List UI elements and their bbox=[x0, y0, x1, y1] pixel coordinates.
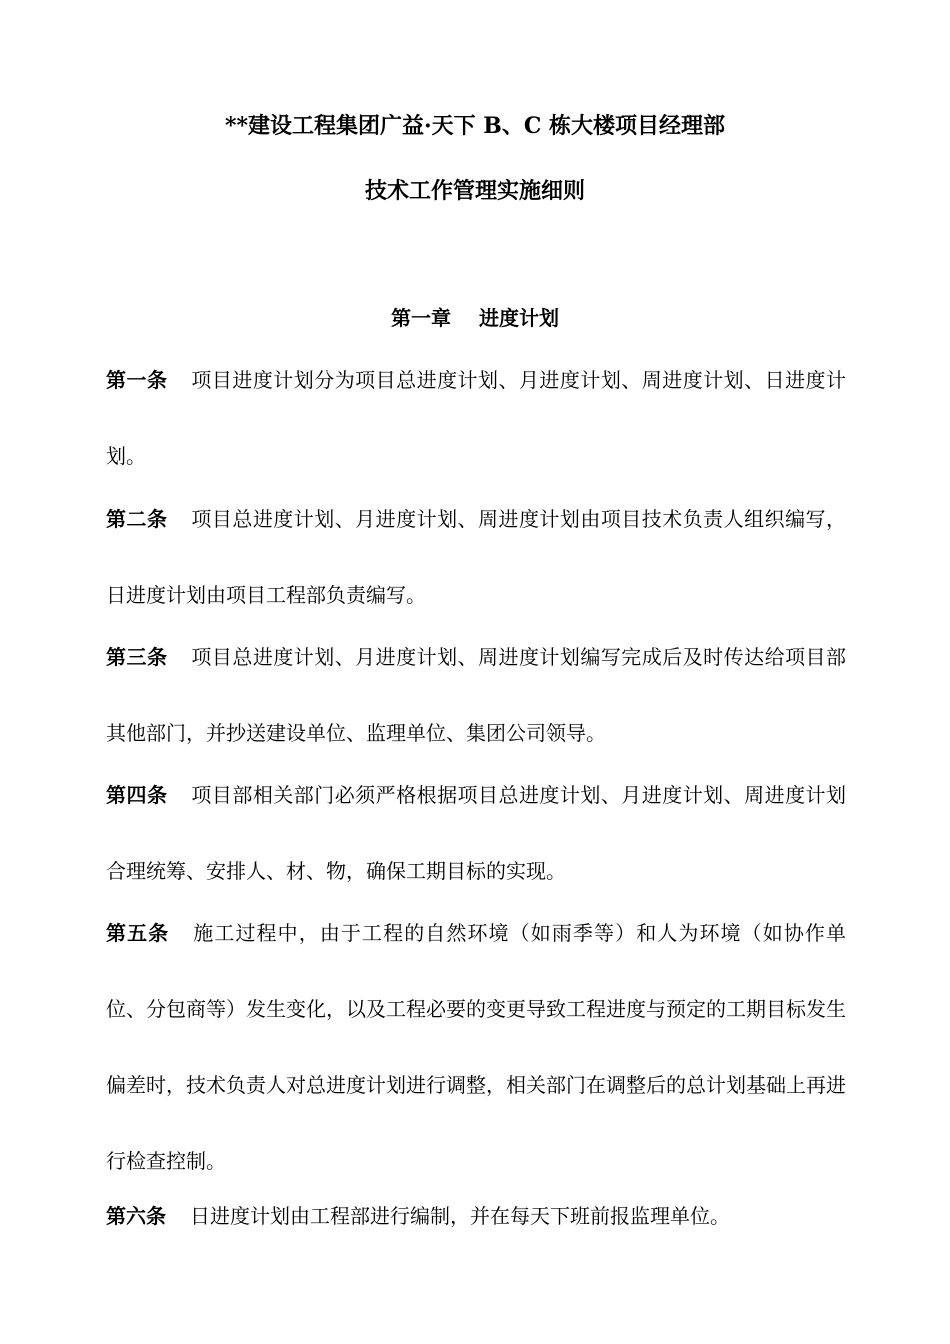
chapter-number: 第一章 bbox=[391, 306, 451, 330]
chapter-name: 进度计划 bbox=[479, 306, 559, 330]
article-label: 第三条 bbox=[106, 645, 168, 669]
article-6 bbox=[106, 1178, 846, 1254]
article-text: 日进度计划由工程部进行编制，并在每天下班前报监理单位。 bbox=[190, 1204, 730, 1228]
article-text: 施工过程中，由于工程的自然环境（如雨季等）和人为环境（如协作单位、分包商等）发生变化，以及工程必要的变更导致工程进度与预定的工期目标发生偏差时，技术负责人对总进度计划进行调整，相关部门在调整后的总计划基础上再进行检查控制。 bbox=[106, 921, 847, 1173]
article-label: 第五条 bbox=[106, 921, 170, 945]
article-1 bbox=[106, 342, 846, 494]
document-title-line-2: 技术工作管理实施细则 bbox=[364, 178, 585, 204]
document-title-line-1: **建设工程集团广益·天下 B、C 栋大楼项目经理部 bbox=[224, 113, 726, 139]
article-3 bbox=[106, 619, 846, 771]
chapter-heading bbox=[0, 303, 950, 333]
article-5 bbox=[106, 895, 846, 1199]
article-2 bbox=[106, 481, 846, 633]
article-4 bbox=[106, 757, 846, 909]
article-text: 项目总进度计划、月进度计划、周进度计划由项目技术负责人组织编写，日进度计划由项目工程部负责编写。 bbox=[106, 507, 847, 607]
article-label: 第一条 bbox=[106, 368, 168, 392]
article-text: 项目进度计划分为项目总进度计划、月进度计划、周进度计划、日进度计划。 bbox=[106, 368, 847, 468]
article-label: 第二条 bbox=[106, 507, 168, 531]
article-label: 第四条 bbox=[106, 783, 168, 807]
article-text: 项目部相关部门必须严格根据项目总进度计划、月进度计划、周进度计划合理统筹、安排人、材、物，确保工期目标的实现。 bbox=[106, 783, 847, 883]
article-text: 项目总进度计划、月进度计划、周进度计划编写完成后及时传达给项目部其他部门，并抄送建设单位、监理单位、集团公司领导。 bbox=[106, 645, 847, 745]
article-label: 第六条 bbox=[106, 1204, 166, 1228]
